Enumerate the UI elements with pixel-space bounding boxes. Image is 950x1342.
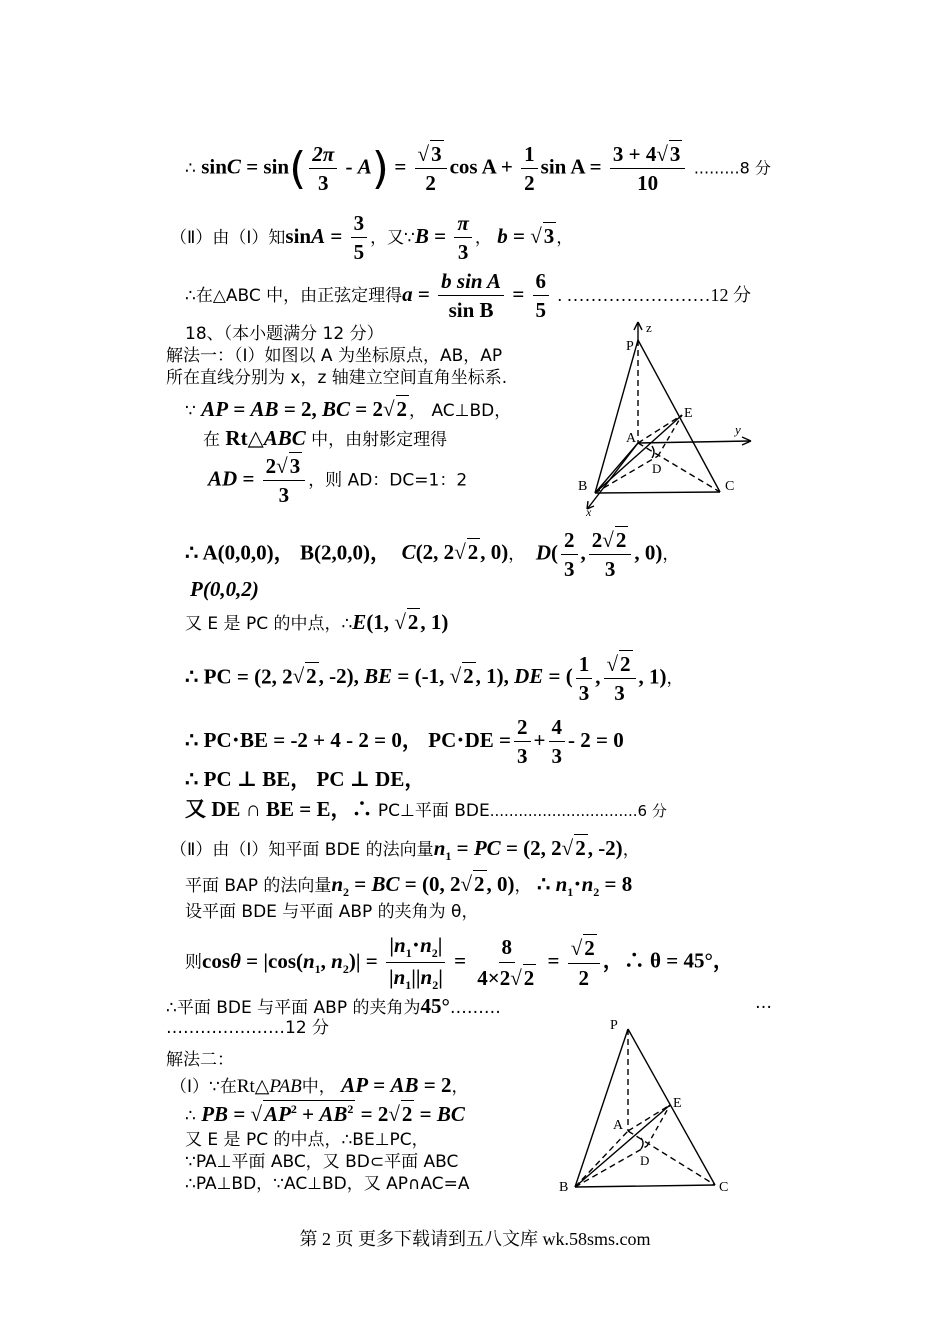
- therefore: ∴: [185, 158, 196, 179]
- fig1-label-B: B: [578, 479, 588, 494]
- frac-2sqrt3-3: $\frac{2√ 3}{3}$: [263, 452, 306, 509]
- dots-right: …: [755, 993, 772, 1013]
- line-point-P: P(0,0,2): [190, 577, 259, 601]
- frac-pi-3: $\frac{\pi}{3}$: [454, 210, 471, 266]
- method2-line2: ∴ PB = √ $AP^2 + AB^2 = 2√$ 2 = BC: [185, 1100, 465, 1127]
- score-12: . ……………………12 分: [557, 284, 751, 305]
- method2-title: 解法二：: [166, 1050, 234, 1070]
- line-vectors: ∴ PC = (2, 2√ 2, -2), BE = (-1, √ 2, 1), DE = ( $\frac{1}{3}$ , √ $\frac{2}{3}$ , 1)，: [185, 650, 684, 707]
- fig2-label-C: C: [719, 1180, 729, 1195]
- line-ad: AD = $\frac{2√ 3}{3}$ ，则 AD：DC=1：2: [208, 452, 467, 509]
- method2-line4: ∵PA⊥平面 ABC，又 BD⊂平面 ABC: [185, 1152, 459, 1172]
- fig2-label-E: E: [673, 1096, 682, 1111]
- line-n2: 平面 BAP 的法向量$n_2$ = BC = (0, 2√ 2, 0)， ∴ $n_1\cdot n_2 = 8$: [185, 870, 632, 900]
- frac-bsinA-sinB: $\frac{\text{b sin A}}{\text{sin B}}$: [438, 268, 504, 324]
- fig1-label-A: A: [626, 431, 637, 446]
- page-footer: 第 2 页 更多下载请到五八文库 wk.58sms.com: [299, 1229, 651, 1249]
- method1-line2: 所在直线分别为 x，z 轴建立空间直角坐标系.: [166, 368, 508, 388]
- fig1-label-x: x: [586, 505, 592, 518]
- line-theta-def: 设平面 BDE 与平面 ABP 的夹角为 θ，: [185, 902, 479, 922]
- line-conclusion: ∴平面 BDE 与平面 ABP 的夹角为45°………: [166, 994, 501, 1018]
- frac-3-5: $\frac{3}{5}$: [351, 210, 368, 266]
- q18-title: 18、（本小题满分 12 分）: [185, 324, 384, 344]
- fig1-label-E: E: [684, 406, 693, 421]
- score-12-part2: …………………12 分: [166, 1018, 330, 1038]
- figure-tetrahedron-2: [555, 1015, 745, 1200]
- frac-1-2: $\frac{1}{2}$: [521, 141, 538, 197]
- fig2-label-D: D: [640, 1153, 650, 1168]
- method2-line5: ∴PA⊥BD，∵AC⊥BD，又 AP∩AC=A: [185, 1174, 470, 1194]
- line-point-E: 又 E 是 PC 的中点，∴E(1, √ 2, 1): [185, 608, 448, 635]
- method2-line1: （Ⅰ）∵在Rt△PAB中， AP = AB = 2，: [170, 1073, 469, 1097]
- fig1-label-P: P: [626, 339, 634, 354]
- fig1-label-z: z: [646, 320, 652, 335]
- line-cos-theta: 则$\cos\theta = |\cos(n_1$, $n_2)|$ = $\frac{|n_1\cdot n_2|}{|n_1||n_2|}$ = $\frac{8}{4\times 2√ 2}$ = √ $\frac{2}{2}$ ，∴ θ = 45°，: [185, 932, 734, 993]
- method2-line3: 又 E 是 PC 的中点，∴BE⊥PC，: [185, 1130, 429, 1150]
- frac-6-5: $\frac{6}{5}$: [533, 268, 550, 324]
- line-ap-ab: ∵ AP = AB = 2, BC = 2√ 2 ， AC⊥BD，: [185, 395, 511, 422]
- frac-2pi-3: $\frac{2\pi}{3}$: [309, 141, 337, 197]
- line-perpendicular: ∴ PC ⊥ BE， PC ⊥ DE，: [185, 767, 426, 791]
- fig2-label-B: B: [559, 1180, 569, 1195]
- line-sinC: ∴ sinC = sin( $\frac{2\pi}{3}$ - A) = √ $\frac{3}{2}$ cos A + $\frac{1}{2}$ sin A = $\frac{3 + 4√ 3}{10}$ .........8 分: [185, 140, 771, 197]
- line-dot-products: ∴ PC⋅BE = -2 + 4 - 2 = 0， PC⋅DE = $\frac{2}{3}$ + $\frac{4}{3}$ - 2 = 0: [185, 715, 624, 769]
- figure-coordinate-tetrahedron: [570, 318, 770, 518]
- fig1-label-D: D: [652, 461, 662, 476]
- line-part2-sinA: （Ⅱ）由（Ⅰ）知sinA = $\frac{3}{5}$ ，又∵B = $\frac{\pi}{3}$ ， b = √ 3 ，: [170, 210, 573, 266]
- fig1-label-C: C: [725, 479, 735, 494]
- line-pc-plane: 又 DE ∩ BE = E，∴ PC⊥平面 BDE...............................6 分: [185, 797, 667, 821]
- line-rt-abc: 在 Rt△ABC 中，由射影定理得: [203, 426, 448, 450]
- fig2-label-A: A: [613, 1118, 624, 1133]
- fig1-label-y: y: [735, 422, 741, 437]
- line-n1: （Ⅱ）由（Ⅰ）知平面 BDE 的法向量$n_1$ = PC = (2, 2√ 2, -2)，: [170, 834, 640, 864]
- frac-result: $\frac{3 + 4√ 3}{10}$: [610, 140, 686, 197]
- line-sine-law: ∴在△ABC 中，由正弦定理得a = $\frac{\text{b sin A}}{\text{sin B}}$ = $\frac{6}{5}$ . ……………………12 分: [185, 269, 751, 323]
- frac-sqrt3-2: √ $\frac{3}{2}$: [415, 140, 447, 197]
- line-coords: ∴ A(0,0,0)， B(2,0,0)， C(2, 2√ 2, 0)， D( $\frac{2}{3}$ , $\frac{2√ 2}{3}$ , 0)，: [185, 526, 679, 583]
- fig2-label-P: P: [610, 1018, 618, 1033]
- score-8: .........8 分: [693, 158, 771, 178]
- score-6: ...............................6 分: [489, 802, 667, 820]
- method1-line1: 解法一：（Ⅰ）如图以 A 为坐标原点，AB，AP: [166, 346, 503, 366]
